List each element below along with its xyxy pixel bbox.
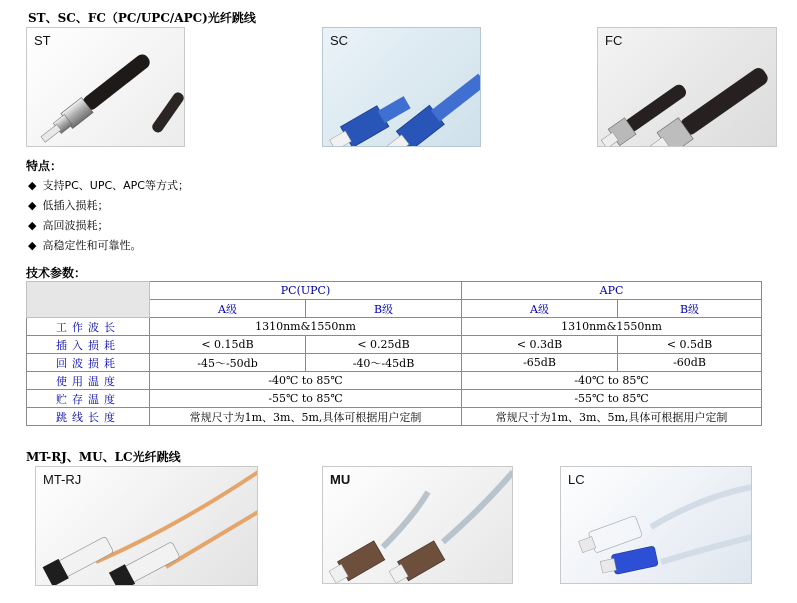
table-cell: -40～-45dB — [306, 354, 462, 372]
table-cell: < 0.3dB — [462, 336, 618, 354]
grade-header: A级 — [462, 300, 618, 318]
param-label: 跳线长度 — [27, 408, 150, 426]
group-header-pc: PC(UPC) — [150, 282, 462, 300]
group-header-apc: APC — [462, 282, 762, 300]
section-title-mtrj-mu-lc: MT-RJ、MU、LC光纤跳线 — [26, 450, 181, 464]
specs-title: 技术参数： — [26, 266, 87, 280]
feature-text: 低插入损耗； — [42, 199, 109, 212]
table-cell: < 0.5dB — [618, 336, 762, 354]
photo-label-mu: MU — [330, 472, 351, 487]
feature-text: 支持PC、UPC、APC等方式； — [42, 179, 189, 192]
lc-connector-illustration — [561, 467, 752, 584]
diamond-bullet-icon: ◆ — [28, 179, 37, 192]
grade-header: B级 — [306, 300, 462, 318]
table-row — [27, 354, 762, 372]
table-cell: -65dB — [462, 354, 618, 372]
param-label: 工作波长 — [27, 318, 150, 336]
photo-label-st: ST — [34, 33, 51, 48]
fc-connector-photo — [597, 27, 777, 147]
table-row — [27, 372, 762, 390]
feature-text: 高回波损耗； — [42, 219, 109, 232]
mu-connector-photo — [322, 466, 513, 584]
lc-connector-photo — [560, 466, 752, 584]
diamond-bullet-icon: ◆ — [28, 219, 37, 232]
feature-text: 高稳定性和可靠性。 — [42, 239, 142, 252]
spec-table — [26, 281, 762, 426]
table-cell: -55℃ to 85℃ — [462, 390, 762, 408]
st-connector-photo — [26, 27, 185, 147]
section-title-st-sc-fc: ST、SC、FC（PC/UPC/APC)光纤跳线 — [28, 11, 256, 25]
sc-connector-illustration — [323, 28, 481, 147]
diamond-bullet-icon: ◆ — [28, 199, 37, 212]
photo-label-lc: LC — [568, 472, 585, 487]
table-row — [27, 282, 762, 300]
table-cell: -55℃ to 85℃ — [150, 390, 462, 408]
param-label: 回波损耗 — [27, 354, 150, 372]
table-cell: -60dB — [618, 354, 762, 372]
table-row — [27, 408, 762, 426]
corner-cell — [27, 282, 150, 318]
feature-item — [28, 237, 141, 253]
photo-label-mtrj: MT-RJ — [43, 472, 82, 487]
photo-label-fc: FC — [605, 33, 623, 48]
mtrj-connector-photo — [35, 466, 258, 586]
table-cell: < 0.25dB — [306, 336, 462, 354]
features-title: 特点： — [26, 159, 63, 173]
param-label: 贮存温度 — [27, 390, 150, 408]
table-row — [27, 318, 762, 336]
table-cell: 常规尺寸为1m、3m、5m,具体可根据用户定制 — [462, 408, 762, 426]
table-row — [27, 336, 762, 354]
mu-connector-illustration — [323, 467, 513, 584]
grade-header: B级 — [618, 300, 762, 318]
sc-connector-photo — [322, 27, 481, 147]
table-cell: -45～-50db — [150, 354, 306, 372]
table-row — [27, 390, 762, 408]
param-label: 使用温度 — [27, 372, 150, 390]
feature-item — [28, 177, 189, 193]
table-cell: -40℃ to 85℃ — [462, 372, 762, 390]
param-label: 插入损耗 — [27, 336, 150, 354]
st-connector-illustration — [27, 28, 185, 147]
diamond-bullet-icon: ◆ — [28, 239, 37, 252]
photo-label-sc: SC — [330, 33, 349, 48]
table-cell: 1310nm&1550nm — [150, 318, 462, 336]
mtrj-connector-illustration — [36, 467, 258, 586]
fc-connector-illustration — [598, 28, 777, 147]
grade-header: A级 — [150, 300, 306, 318]
table-cell: < 0.15dB — [150, 336, 306, 354]
feature-item — [28, 217, 108, 233]
feature-item — [28, 197, 108, 213]
table-cell: -40℃ to 85℃ — [150, 372, 462, 390]
table-cell: 常规尺寸为1m、3m、5m,具体可根据用户定制 — [150, 408, 462, 426]
table-cell: 1310nm&1550nm — [462, 318, 762, 336]
